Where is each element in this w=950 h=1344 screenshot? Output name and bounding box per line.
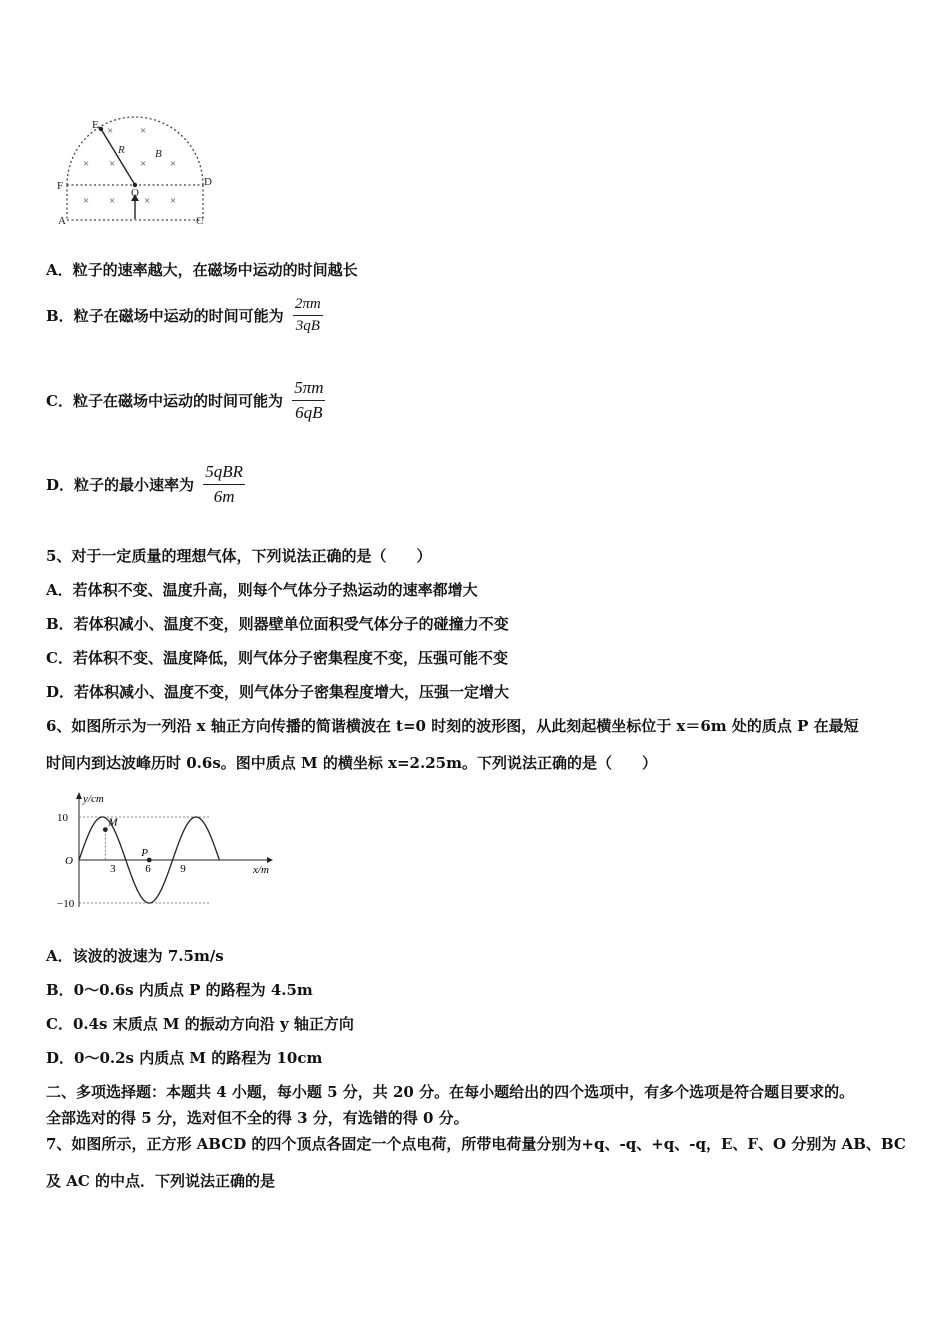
q6-option-c: C．0.4s 末质点 M 的振动方向沿 y 轴正方向: [46, 1015, 354, 1033]
svg-text:×: ×: [109, 158, 116, 170]
y-tick-label: −10: [57, 898, 75, 910]
q6-option-a: A．该波的波速为 7.5m/s: [46, 947, 224, 965]
svg-text:×: ×: [109, 195, 116, 207]
q5-option-a: A．若体积不变、温度升高，则每个气体分子热运动的速率都增大: [46, 581, 478, 599]
q5-option-d: D．若体积减小、温度不变，则气体分子密集程度增大，压强一定增大: [46, 683, 510, 701]
x-axis-label: x/m: [253, 864, 269, 876]
svg-text:×: ×: [107, 125, 114, 137]
label-A: A: [58, 215, 66, 227]
point-M: [103, 827, 108, 832]
x-tick-label: 9: [180, 863, 186, 875]
label-B: B: [155, 148, 162, 160]
svg-text:×: ×: [170, 158, 177, 170]
q6-option-b: B．0～0.6s 内质点 P 的路程为 4.5m: [46, 981, 313, 999]
fraction-c: $\frac{5\pi m}{6qB}$: [294, 378, 324, 422]
label-O: O: [131, 187, 139, 199]
y-axis-label: y/cm: [83, 793, 104, 805]
svg-text:×: ×: [83, 195, 90, 207]
fraction-b: $\frac{2\pi m}{3qB}$: [294, 296, 321, 334]
svg-text:×: ×: [144, 195, 151, 207]
y-axis-arrow: [76, 792, 82, 799]
q6-stem-line2: 时间内到达波峰历时 0.6s。图中质点 M 的横坐标 x=2.25m。下列说法正确的是（ ）: [46, 754, 657, 772]
origin-label: O: [65, 855, 73, 867]
q5-option-c: C．若体积不变、温度降低，则气体分子密集程度不变，压强可能不变: [46, 649, 508, 667]
point-label-M: M: [108, 816, 118, 829]
svg-text:×: ×: [170, 195, 177, 207]
label-E: E: [92, 119, 99, 131]
label-F: F: [57, 180, 64, 192]
svg-text:×: ×: [140, 158, 147, 170]
section2-line2: 全部选对的得 5 分，选对但不全的得 3 分，有选错的得 0 分。: [46, 1109, 469, 1127]
x-tick-label: 3: [110, 863, 116, 875]
q7-stem-line2: 及 AC 的中点．下列说法正确的是: [46, 1172, 276, 1190]
radius-line: [101, 129, 135, 185]
q6-option-d: D．0～0.2s 内质点 M 的路程为 10cm: [46, 1049, 323, 1067]
field-crosses: [83, 125, 176, 207]
q5-stem: 5、对于一定质量的理想气体，下列说法正确的是（ ）: [46, 547, 432, 565]
fraction-d: $\frac{\text{5qBR}}{6m}$: [205, 462, 244, 506]
svg-text:×: ×: [140, 125, 147, 137]
x-axis-arrow: [267, 857, 273, 863]
q4-option-d: D．粒子的最小速率为 $\frac{\text{5qBR}}{6m}$: [46, 462, 244, 506]
q5-option-b: B．若体积减小、温度不变，则器壁单位面积受气体分子的碰撞力不变: [46, 615, 509, 633]
label-R: R: [118, 144, 125, 156]
q4-option-a: A．粒子的速率越大，在磁场中运动的时间越长: [46, 261, 358, 279]
q7-stem-line1: 7、如图所示，正方形 ABCD 的四个顶点各固定一个点电荷，所带电荷量分别为+q、-q、+q、-q，E、F、O 分别为 AB、BC: [46, 1135, 906, 1153]
magnetic-field-figure: [55, 115, 215, 230]
q4-option-b: B．粒子在磁场中运动的时间可能为 $\frac{2\pi m}{3qB}$: [46, 296, 321, 334]
section2-line1: 二、多项选择题：本题共 4 小题，每小题 5 分，共 20 分。在每小题给出的四个选项中，有多个选项是符合题目要求的。: [46, 1083, 855, 1101]
point-label-P: P: [141, 847, 148, 859]
q6-stem-line1: 6、如图所示为一列沿 x 轴正方向传播的简谐横波在 t=0 时刻的波形图，从此刻起横坐标位于 x＝6m 处的质点 P 在最短: [46, 717, 859, 735]
label-C: C: [196, 215, 204, 227]
wave-chart: [45, 785, 285, 915]
y-tick-label: 10: [57, 812, 68, 824]
label-D: D: [204, 176, 212, 188]
x-tick-label: 6: [145, 863, 151, 875]
svg-text:×: ×: [83, 158, 90, 170]
q4-option-c: C．粒子在磁场中运动的时间可能为 $\frac{5\pi m}{6qB}$: [46, 378, 324, 422]
